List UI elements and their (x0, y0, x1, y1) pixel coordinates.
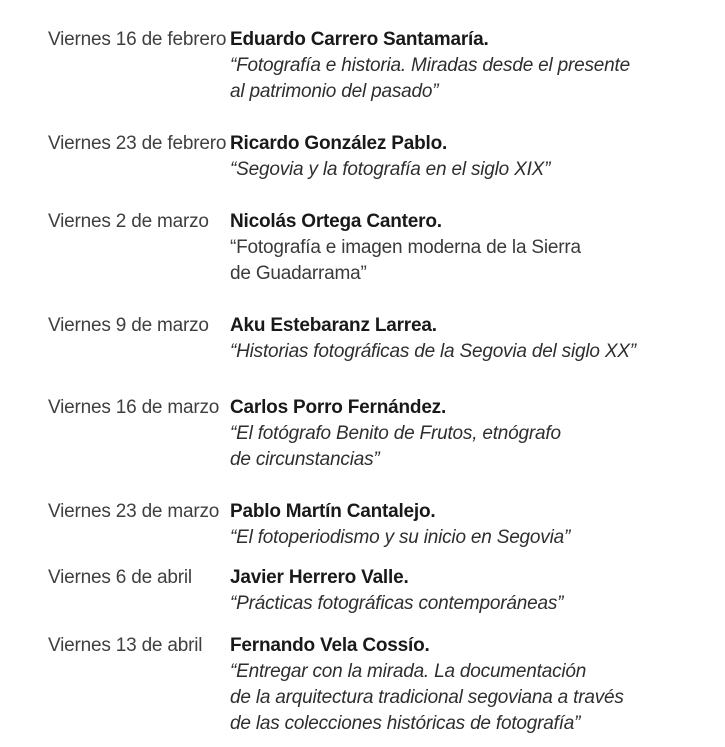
entry-date: Viernes 9 de marzo (48, 315, 209, 336)
schedule-entry (48, 499, 695, 551)
talk-title (230, 157, 695, 183)
talk-title-line: “Entregar con la mirada. La documentación (230, 661, 587, 682)
talk-title (230, 235, 695, 287)
speaker-name: Aku Estebaranz Larrea. (230, 315, 437, 336)
entry-date: Viernes 16 de febrero (48, 29, 227, 50)
entry-date: Viernes 23 de febrero (48, 133, 227, 154)
speaker-name: Nicolás Ortega Cantero. (230, 211, 442, 232)
schedule-entry (48, 27, 695, 105)
entry-talk (230, 395, 695, 473)
talk-title-line: “Fotografía e imagen moderna de la Sierra (230, 237, 581, 258)
talk-title-line: “El fotógrafo Benito de Frutos, etnógrafo (230, 423, 561, 444)
entry-talk (230, 209, 695, 287)
speaker-name: Carlos Porro Fernández. (230, 397, 447, 418)
speaker-name: Pablo Martín Cantalejo. (230, 501, 436, 522)
talk-title (230, 53, 695, 105)
entry-talk (230, 499, 695, 551)
talk-title-line: “Segovia y la fotografía en el siglo XIX” (230, 159, 551, 180)
talk-title-line: de Guadarrama” (230, 263, 367, 284)
entry-talk (230, 313, 695, 365)
talk-title-line: “El fotoperiodismo y su inicio en Segovia” (230, 527, 571, 548)
entry-date: Viernes 6 de abril (48, 567, 192, 588)
entry-talk (230, 27, 695, 105)
entry-talk (230, 633, 695, 737)
entry-date: Viernes 16 de marzo (48, 397, 220, 418)
speaker-name: Fernando Vela Cossío. (230, 635, 430, 656)
talk-title (230, 659, 695, 737)
talk-title (230, 525, 695, 551)
entry-date: Viernes 23 de marzo (48, 501, 220, 522)
talk-title-line: “Prácticas fotográficas contemporáneas” (230, 593, 564, 614)
schedule-entry (48, 131, 695, 183)
talk-title (230, 591, 695, 617)
talk-title-line: al patrimonio del pasado” (230, 81, 439, 102)
speaker-name: Javier Herrero Valle. (230, 567, 409, 588)
talk-title-line: de las colecciones históricas de fotografía” (230, 713, 581, 734)
talk-title (230, 339, 695, 365)
speaker-name: Eduardo Carrero Santamaría. (230, 29, 489, 50)
schedule-entry (48, 633, 695, 737)
schedule-entry (48, 209, 695, 287)
talk-title (230, 421, 695, 473)
entry-date: Viernes 13 de abril (48, 635, 203, 656)
schedule-entry (48, 565, 695, 617)
schedule-entry (48, 395, 695, 473)
talk-title-line: “Historias fotográficas de la Segovia del siglo XX” (230, 341, 636, 362)
entry-date: Viernes 2 de marzo (48, 211, 209, 232)
talk-title-line: de la arquitectura tradicional segoviana a través (230, 687, 624, 708)
talk-title-line: “Fotografía e historia. Miradas desde el presente (230, 55, 630, 76)
entry-talk (230, 131, 695, 183)
talk-title-line: de circunstancias” (230, 449, 380, 470)
speaker-name: Ricardo González Pablo. (230, 133, 448, 154)
entry-talk (230, 565, 695, 617)
schedule-entry (48, 313, 695, 365)
